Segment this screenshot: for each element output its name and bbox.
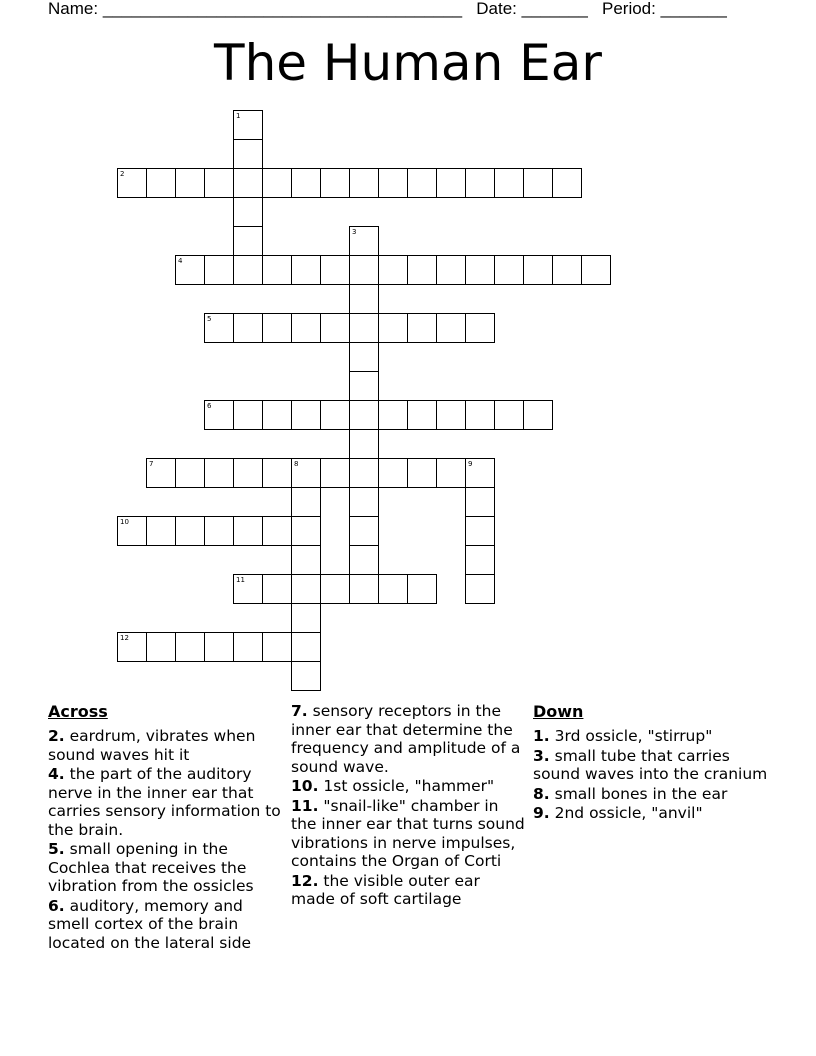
clue-text: sensory receptors in the inner ear that determine the frequency and amplitude of a sound wave. xyxy=(291,702,521,776)
crossword-cell[interactable] xyxy=(436,168,466,198)
crossword-cell[interactable] xyxy=(320,574,350,604)
crossword-cell[interactable] xyxy=(204,458,234,488)
crossword-cell[interactable] xyxy=(552,255,582,285)
crossword-cell[interactable] xyxy=(233,110,263,140)
crossword-cell[interactable] xyxy=(117,168,147,198)
crossword-cell[interactable] xyxy=(233,226,263,256)
crossword-cell[interactable] xyxy=(465,574,495,604)
crossword-cell[interactable] xyxy=(175,168,205,198)
period-blank[interactable]: _______ xyxy=(660,0,727,18)
clue-text: 2nd ossicle, "anvil" xyxy=(549,804,703,822)
crossword-cell[interactable] xyxy=(175,632,205,662)
crossword-cell[interactable] xyxy=(378,458,408,488)
crossword-cell[interactable] xyxy=(262,313,292,343)
crossword-cell[interactable] xyxy=(349,313,379,343)
crossword-cell[interactable] xyxy=(349,574,379,604)
clue-number-label: 8 xyxy=(294,460,299,468)
clue-number: 9. xyxy=(533,804,550,822)
down-clue xyxy=(533,747,769,784)
crossword-cell[interactable] xyxy=(349,487,379,517)
clue-text: small opening in the Cochlea that receives the vibration from the ossicles xyxy=(48,840,254,895)
crossword-cell[interactable] xyxy=(291,255,321,285)
clue-number-label: 12 xyxy=(120,634,129,642)
crossword-cell[interactable] xyxy=(146,516,176,546)
crossword-cell[interactable] xyxy=(349,516,379,546)
crossword-cell[interactable] xyxy=(291,313,321,343)
crossword-cell[interactable] xyxy=(349,342,379,372)
crossword-cell[interactable] xyxy=(523,255,553,285)
crossword-cell[interactable] xyxy=(378,168,408,198)
crossword-cell[interactable] xyxy=(291,168,321,198)
crossword-cell[interactable] xyxy=(436,313,466,343)
crossword-cell[interactable] xyxy=(407,400,437,430)
crossword-cell[interactable] xyxy=(407,313,437,343)
crossword-cell[interactable] xyxy=(407,458,437,488)
crossword-cell[interactable] xyxy=(262,400,292,430)
crossword-cell[interactable] xyxy=(581,255,611,285)
crossword-cell[interactable] xyxy=(175,255,205,285)
clue-number-label: 10 xyxy=(120,518,129,526)
crossword-cell[interactable] xyxy=(436,458,466,488)
across-clue xyxy=(291,872,527,909)
crossword-cell[interactable] xyxy=(378,313,408,343)
date-label: Date: xyxy=(476,0,517,18)
clue-number: 11. xyxy=(291,796,319,815)
crossword-cell[interactable] xyxy=(349,371,379,401)
crossword-cell[interactable] xyxy=(349,255,379,285)
crossword-cell[interactable] xyxy=(175,516,205,546)
crossword-cell[interactable] xyxy=(320,255,350,285)
crossword-cell[interactable] xyxy=(407,168,437,198)
clue-number-label: 1 xyxy=(236,112,241,120)
clue-number: 12. xyxy=(291,871,319,890)
crossword-cell[interactable] xyxy=(378,574,408,604)
clue-text: 1st ossicle, "hammer" xyxy=(318,777,495,795)
crossword-cell[interactable] xyxy=(204,516,234,546)
crossword-cell[interactable] xyxy=(146,458,176,488)
crossword-cell[interactable] xyxy=(204,632,234,662)
crossword-cell[interactable] xyxy=(523,400,553,430)
clue-text: small tube that carries sound waves into the cranium xyxy=(533,746,768,783)
crossword-cell[interactable] xyxy=(233,255,263,285)
crossword-cell[interactable] xyxy=(291,516,321,546)
down-clue xyxy=(533,804,769,823)
crossword-cell[interactable] xyxy=(436,255,466,285)
clue-number-label: 3 xyxy=(352,228,357,236)
crossword-cell[interactable] xyxy=(117,516,147,546)
clue-number: 1. xyxy=(533,727,550,745)
clue-number-label: 9 xyxy=(468,460,473,468)
name-label: Name: xyxy=(48,0,99,18)
crossword-cell[interactable] xyxy=(465,545,495,575)
crossword-cell[interactable] xyxy=(262,458,292,488)
crossword-cell[interactable] xyxy=(349,284,379,314)
crossword-cell[interactable] xyxy=(465,516,495,546)
crossword-cell[interactable] xyxy=(349,458,379,488)
clue-text: small bones in the ear xyxy=(549,784,728,803)
crossword-cell[interactable] xyxy=(523,168,553,198)
clue-number: 4. xyxy=(48,765,65,783)
down-clues-column xyxy=(533,702,769,824)
across-clue xyxy=(48,765,284,839)
crossword-cell[interactable] xyxy=(465,168,495,198)
across-clue xyxy=(48,897,284,953)
clue-number-label: 11 xyxy=(236,576,245,584)
crossword-cell[interactable] xyxy=(291,574,321,604)
crossword-cell[interactable] xyxy=(233,632,263,662)
crossword-cell[interactable] xyxy=(262,574,292,604)
clue-number-label: 7 xyxy=(149,460,154,468)
crossword-cell[interactable] xyxy=(349,168,379,198)
crossword-cell[interactable] xyxy=(494,400,524,430)
crossword-cell[interactable] xyxy=(204,313,234,343)
clue-number-label: 5 xyxy=(207,315,212,323)
clue-text: 3rd ossicle, "stirrup" xyxy=(549,727,713,745)
clue-number-label: 4 xyxy=(178,257,183,265)
clue-text: "snail-like" chamber in the inner ear that turns sound vibrations in nerve impulses, contains the Organ of Corti xyxy=(291,796,525,870)
clue-number: 5. xyxy=(48,840,65,858)
crossword-cell[interactable] xyxy=(233,400,263,430)
across-clue xyxy=(291,702,527,776)
clue-text: auditory, memory and smell cortex of the brain located on the lateral side xyxy=(48,896,252,952)
clue-number-label: 6 xyxy=(207,402,212,410)
crossword-cell[interactable] xyxy=(262,516,292,546)
crossword-cell[interactable] xyxy=(291,632,321,662)
crossword-cell[interactable] xyxy=(146,168,176,198)
crossword-cell[interactable] xyxy=(291,458,321,488)
crossword-cell[interactable] xyxy=(494,255,524,285)
across-clues-column-1 xyxy=(48,702,284,953)
crossword-cell[interactable] xyxy=(233,458,263,488)
crossword-cell[interactable] xyxy=(349,226,379,256)
crossword-cell[interactable] xyxy=(320,458,350,488)
date-blank[interactable]: _______ xyxy=(521,0,588,18)
crossword-cell[interactable] xyxy=(233,197,263,227)
crossword-cell[interactable] xyxy=(204,255,234,285)
crossword-cell[interactable] xyxy=(407,574,437,604)
crossword-cell[interactable] xyxy=(465,458,495,488)
crossword-cell[interactable] xyxy=(262,632,292,662)
across-clue xyxy=(291,797,527,871)
clue-number-label: 2 xyxy=(120,170,125,178)
crossword-cell[interactable] xyxy=(117,632,147,662)
across-heading: Across xyxy=(48,702,108,721)
crossword-cell[interactable] xyxy=(233,168,263,198)
crossword-cell[interactable] xyxy=(291,400,321,430)
across-clue xyxy=(48,840,284,896)
clue-text: the part of the auditory nerve in the inner ear that carries sensory information to the brain. xyxy=(48,765,281,839)
crossword-cell[interactable] xyxy=(233,574,263,604)
crossword-cell[interactable] xyxy=(465,313,495,343)
down-heading: Down xyxy=(533,702,584,721)
crossword-cell[interactable] xyxy=(465,400,495,430)
crossword-cell[interactable] xyxy=(262,168,292,198)
crossword-cell[interactable] xyxy=(407,255,437,285)
crossword-cell[interactable] xyxy=(320,168,350,198)
crossword-cell[interactable] xyxy=(349,545,379,575)
period-label: Period: xyxy=(602,0,656,18)
clue-number: 3. xyxy=(533,746,550,765)
clue-number: 6. xyxy=(48,896,65,915)
clue-number: 10. xyxy=(291,777,319,795)
clue-number: 8. xyxy=(533,784,550,803)
crossword-cell[interactable] xyxy=(262,255,292,285)
crossword-cell[interactable] xyxy=(291,661,321,691)
clue-text: the visible outer ear made of soft cartilage xyxy=(291,871,480,908)
crossword-cell[interactable] xyxy=(204,168,234,198)
crossword-cell[interactable] xyxy=(349,400,379,430)
down-clue xyxy=(533,727,769,746)
clue-text: eardrum, vibrates when sound waves hit it xyxy=(48,727,256,764)
crossword-cell[interactable] xyxy=(233,516,263,546)
crossword-cell[interactable] xyxy=(436,400,466,430)
name-blank[interactable]: ______________________________________ xyxy=(102,0,463,18)
crossword-cell[interactable] xyxy=(320,400,350,430)
across-clue xyxy=(48,727,284,764)
student-info-header xyxy=(48,0,727,19)
crossword-cell[interactable] xyxy=(291,487,321,517)
crossword-cell[interactable] xyxy=(378,400,408,430)
across-clues-column-2 xyxy=(291,702,527,910)
crossword-cell[interactable] xyxy=(465,255,495,285)
crossword-cell[interactable] xyxy=(233,139,263,169)
clue-number: 7. xyxy=(291,702,308,720)
crossword-cell[interactable] xyxy=(494,168,524,198)
crossword-cell[interactable] xyxy=(465,487,495,517)
page-title: The Human Ear xyxy=(214,34,602,92)
crossword-cell[interactable] xyxy=(233,313,263,343)
crossword-cell[interactable] xyxy=(175,458,205,488)
across-clue xyxy=(291,777,527,796)
crossword-cell[interactable] xyxy=(552,168,582,198)
crossword-cell[interactable] xyxy=(320,313,350,343)
crossword-cell[interactable] xyxy=(349,429,379,459)
clue-number: 2. xyxy=(48,727,65,745)
crossword-cell[interactable] xyxy=(204,400,234,430)
down-clue xyxy=(533,785,769,804)
crossword-cell[interactable] xyxy=(291,545,321,575)
crossword-cell[interactable] xyxy=(378,255,408,285)
crossword-cell[interactable] xyxy=(291,603,321,633)
crossword-cell[interactable] xyxy=(146,632,176,662)
